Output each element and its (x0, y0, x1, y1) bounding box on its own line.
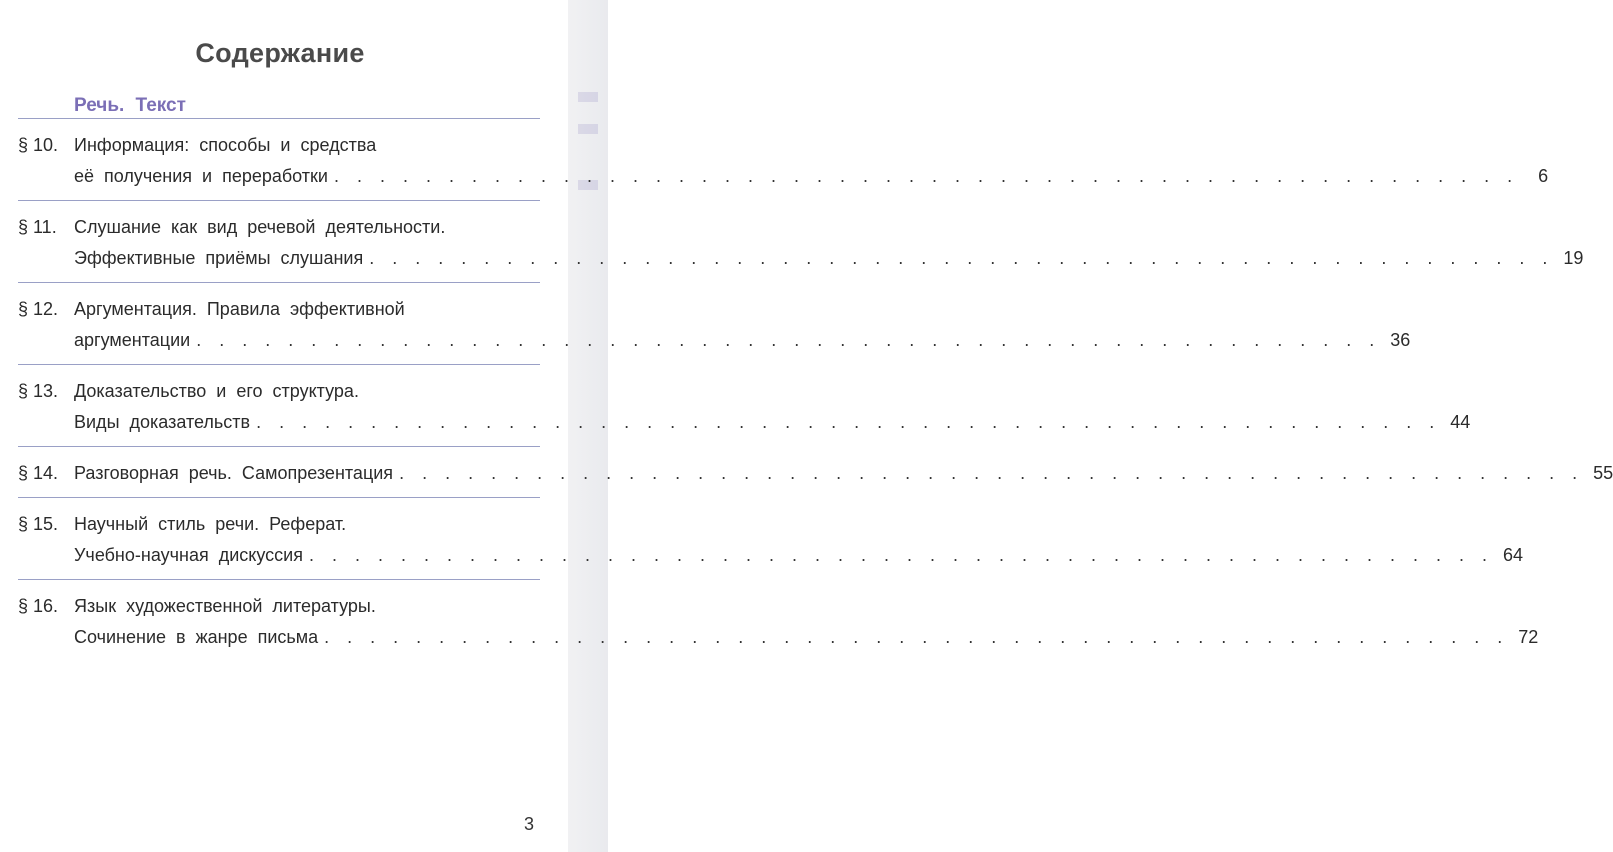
toc-entry-page: 19 (1563, 248, 1584, 268)
toc-entry-number: § 13. (18, 381, 59, 401)
leader-dots: . . . . . . . . . . . . . . . . . . . . . . . . . . . . . . . . . . . . . . . . . . . . . . . . . . . . (256, 412, 1439, 432)
toc-entry-title-line: Информация: способы и средства (74, 135, 377, 155)
page-number: 3 (524, 814, 535, 834)
toc-entry-page: 36 (1390, 330, 1411, 350)
toc-entry-title-line: Аргументация. Правила эффективной (74, 299, 405, 319)
toc-entry-number: § 14. (18, 463, 59, 483)
toc-entry-number: § 12. (18, 299, 59, 319)
leader-dots: . . . . . . . . . . . . . . . . . . . . . . . . . . . . . . . . . . . . . . . . . . . . . . . . . . . . (324, 627, 1507, 647)
leader-dots: . . . . . . . . . . . . . . . . . . . . . . . . . . . . . . . . . . . . . . . . . . . . . . . . . . . . (369, 248, 1552, 268)
toc-entry-title-line: Виды доказательств (74, 412, 251, 432)
decorative-mark (568, 88, 608, 106)
toc-entry-title-line: аргументации (74, 330, 191, 350)
toc-entry-title-line: её получения и переработки (74, 166, 328, 186)
toc-entry-title-line: Учебно-научная дискуссия (74, 545, 303, 565)
toc-entry-title-line: Доказательство и его структура. (74, 381, 359, 401)
toc-entry-title-line: Научный стиль речи. Реферат. (74, 514, 347, 534)
toc-entry-10[interactable] (18, 118, 1549, 200)
page-title: Содержание (195, 38, 365, 68)
toc-entry-page: 6 (1538, 166, 1549, 186)
leader-dots: . . . . . . . . . . . . . . . . . . . . . . . . . . . . . . . . . . . . . . . . . . . . . . . . . . . . (196, 330, 1379, 350)
leader-dots: . . . . . . . . . . . . . . . . . . . . . . . . . . . . . . . . . . . . . . . . . . . . . . . . . . . . (308, 545, 1492, 565)
toc-entry-11[interactable] (18, 200, 1584, 282)
toc-entry-page: 55 (1593, 463, 1613, 483)
toc-entry-title-line: Слушание как вид речевой деятельности. (74, 217, 446, 237)
toc-entry-title-line: Разговорная речь. Самопрезентация (74, 463, 394, 483)
toc-entry-page: 72 (1518, 627, 1539, 647)
toc-entry-16[interactable] (18, 579, 1539, 661)
leader-dots: . . . . . . . . . . . . . . . . . . . . . . . . . . . . . . . . . . . . . . . . . . . . . . . . . . . . (399, 463, 1582, 483)
toc-entry-title-line: Язык художественной литературы. (74, 596, 376, 616)
toc-entry-12[interactable] (18, 282, 1411, 364)
toc-entry-14[interactable] (18, 446, 1613, 497)
toc-entry-number: § 11. (18, 217, 57, 237)
section-heading: Речь. Текст (74, 95, 186, 116)
toc-entry-title-line: Эффективные приёмы слушания (74, 248, 364, 268)
toc-entry-number: § 15. (18, 514, 59, 534)
toc-entry-15[interactable] (18, 497, 1524, 579)
toc-entry-number: § 16. (18, 596, 59, 616)
leader-dots: . . . . . . . . . . . . . . . . . . . . . . . . . . . . . . . . . . . . . . . . . . . . . . . . . . . . (333, 166, 1517, 186)
toc-entry-page: 44 (1450, 412, 1471, 432)
toc-entry-13[interactable] (18, 364, 1471, 446)
toc-entry-page: 64 (1503, 545, 1524, 565)
toc-entry-number: § 10. (18, 135, 59, 155)
toc-entry-title-line: Сочинение в жанре письма (74, 627, 319, 647)
table-of-contents (18, 118, 1613, 661)
